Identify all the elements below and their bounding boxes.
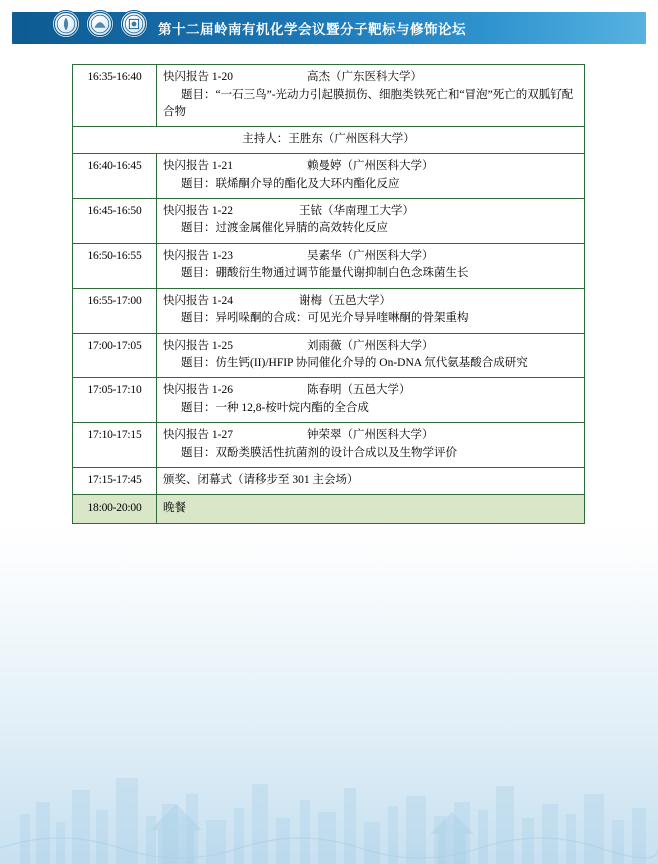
table-row (73, 243, 585, 288)
session-content (157, 243, 585, 288)
talk-speaker: 谢梅（五邑大学） (298, 294, 391, 307)
session-time: 16:55-17:00 (73, 288, 157, 333)
talk-speaker: 吴素华（广州医科大学） (306, 249, 434, 262)
schedule-table-container (72, 64, 585, 524)
session-time: 17:15-17:45 (73, 468, 157, 495)
session-content: 晚餐 (157, 494, 585, 523)
session-content: 颁奖、闭幕式（请移步至 301 主会场） (157, 468, 585, 495)
header-logo-group (52, 10, 148, 38)
talk-speaker: 陈春明（五邑大学） (306, 384, 411, 397)
table-row (73, 127, 585, 154)
talk-topic: 题目：过渡金属催化异腈的高效转化反应 (181, 222, 388, 235)
talk-number: 快闪报告 1-27 (163, 429, 233, 442)
table-row (73, 65, 585, 127)
session-time: 16:45-16:50 (73, 198, 157, 243)
conference-title: 第十二届岭南有机化学会议暨分子靶标与修饰论坛 (158, 22, 466, 38)
session-content (157, 65, 585, 127)
talk-number: 快闪报告 1-21 (163, 159, 233, 172)
talk-number: 快闪报告 1-23 (163, 249, 233, 262)
talk-speaker: 钟荣翠（广州医科大学） (306, 429, 434, 442)
table-row (73, 468, 585, 495)
session-time: 17:10-17:15 (73, 423, 157, 468)
table-row (73, 423, 585, 468)
table-row (73, 288, 585, 333)
session-content (157, 153, 585, 198)
session-time: 16:50-16:55 (73, 243, 157, 288)
session-time: 17:00-17:05 (73, 333, 157, 378)
session-content (157, 198, 585, 243)
table-row (73, 153, 585, 198)
university-emblem-2-icon (86, 10, 114, 38)
session-time: 16:35-16:40 (73, 65, 157, 127)
table-row (73, 198, 585, 243)
session-content (157, 378, 585, 423)
talk-speaker: 王铱（华南理工大学） (298, 204, 414, 217)
university-emblem-1-icon (52, 10, 80, 38)
talk-number: 快闪报告 1-26 (163, 384, 233, 397)
session-content (157, 288, 585, 333)
talk-number: 快闪报告 1-25 (163, 339, 233, 352)
table-row-dinner (73, 494, 585, 523)
session-chair: 主持人：王胜东（广州医科大学） (73, 127, 585, 154)
talk-topic: 题目：一种 12,8-桉叶烷内酯的全合成 (181, 402, 369, 415)
session-time: 17:05-17:10 (73, 378, 157, 423)
table-row (73, 378, 585, 423)
talk-speaker: 赖曼婷（广州医科大学） (306, 159, 434, 172)
talk-topic: 题目：双酚类膜活性抗菌剂的设计合成以及生物学评价 (181, 447, 457, 460)
talk-topic: 题目：联烯酮介导的酯化及大环内酯化反应 (181, 177, 400, 190)
skyline-decoration (0, 744, 658, 864)
table-row (73, 333, 585, 378)
session-content (157, 423, 585, 468)
talk-number: 快闪报告 1-20 (163, 71, 233, 83)
session-content (157, 333, 585, 378)
talk-topic: 题目：仿生钙(II)/HFIP 协同催化介导的 On-DNA 氘代氨基酸合成研究 (181, 357, 528, 370)
talk-speaker: 高杰（广东医科大学） (306, 71, 422, 83)
schedule-table (72, 64, 585, 524)
talk-number: 快闪报告 1-24 (163, 294, 233, 307)
talk-speaker: 刘雨薇（广州医科大学） (306, 339, 434, 352)
talk-number: 快闪报告 1-22 (163, 204, 233, 217)
session-time: 16:40-16:45 (73, 153, 157, 198)
university-emblem-3-icon (120, 10, 148, 38)
talk-topic: 题目：硼酸衍生物通过调节能量代谢抑制白色念珠菌生长 (181, 267, 469, 280)
talk-topic: 题目：“一石三鸟”-光动力引起膜损伤、细胞类铁死亡和“冒泡”死亡的双胍钌配合物 (163, 88, 574, 118)
talk-topic: 题目：异吲哚酮的合成：可见光介导异喹啉酮的骨架重构 (181, 312, 469, 325)
session-time: 18:00-20:00 (73, 494, 157, 523)
